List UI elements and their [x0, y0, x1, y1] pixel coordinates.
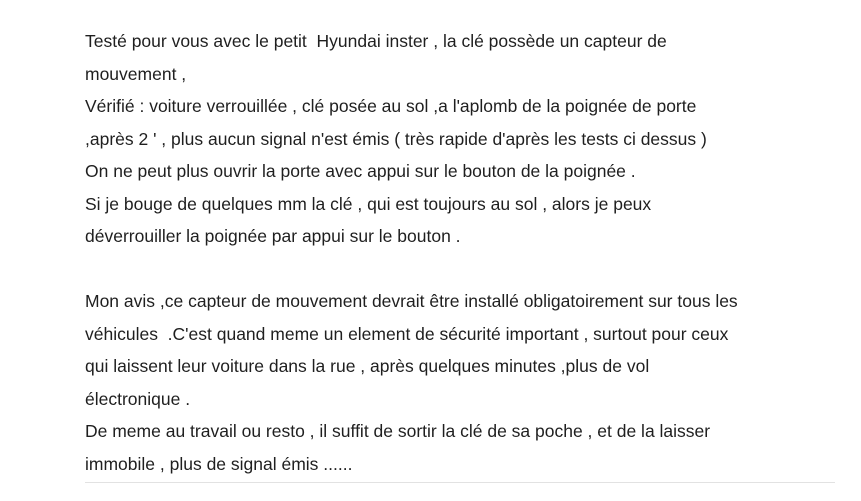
text-line: mouvement , — [85, 63, 187, 84]
paragraph-2 — [85, 285, 845, 480]
text-line: électronique . — [85, 388, 191, 409]
text-line: ,après 2 ' , plus aucun signal n'est émis ( très rapide d'après les tests ci dessus ) — [85, 128, 707, 149]
text-line: Mon avis ,ce capteur de mouvement devrait être installé obligatoirement sur tous les — [85, 291, 738, 311]
text-line: Testé pour vous avec le petit Hyundai inster , la clé possède un capteur de — [85, 31, 667, 51]
text-line: Si je bouge de quelques mm la clé , qui est toujours au sol , alors je peux — [85, 193, 652, 214]
text-line: qui laissent leur voiture dans la rue , après quelques minutes ,plus de vol — [85, 356, 650, 376]
text-line: déverrouiller la poignée par appui sur le bouton . — [85, 226, 461, 246]
post-divider — [85, 482, 835, 483]
text-line: De meme au travail ou resto , il suffit de sortir la clé de sa poche , et de la laisser — [85, 421, 711, 441]
text-line: On ne peut plus ouvrir la porte avec appui sur le bouton de la poignée . — [85, 161, 636, 181]
post-body — [85, 25, 845, 480]
text-line: véhicules .C'est quand meme un element de sécurité important , surtout pour ceux — [85, 323, 729, 344]
paragraph-1 — [85, 25, 845, 253]
text-line: Vérifié : voiture verrouillée , clé posée au sol ,a l'aplomb de la poignée de porte — [85, 96, 697, 116]
paragraph-gap — [85, 253, 845, 286]
text-line: immobile , plus de signal émis ...... — [85, 453, 353, 474]
